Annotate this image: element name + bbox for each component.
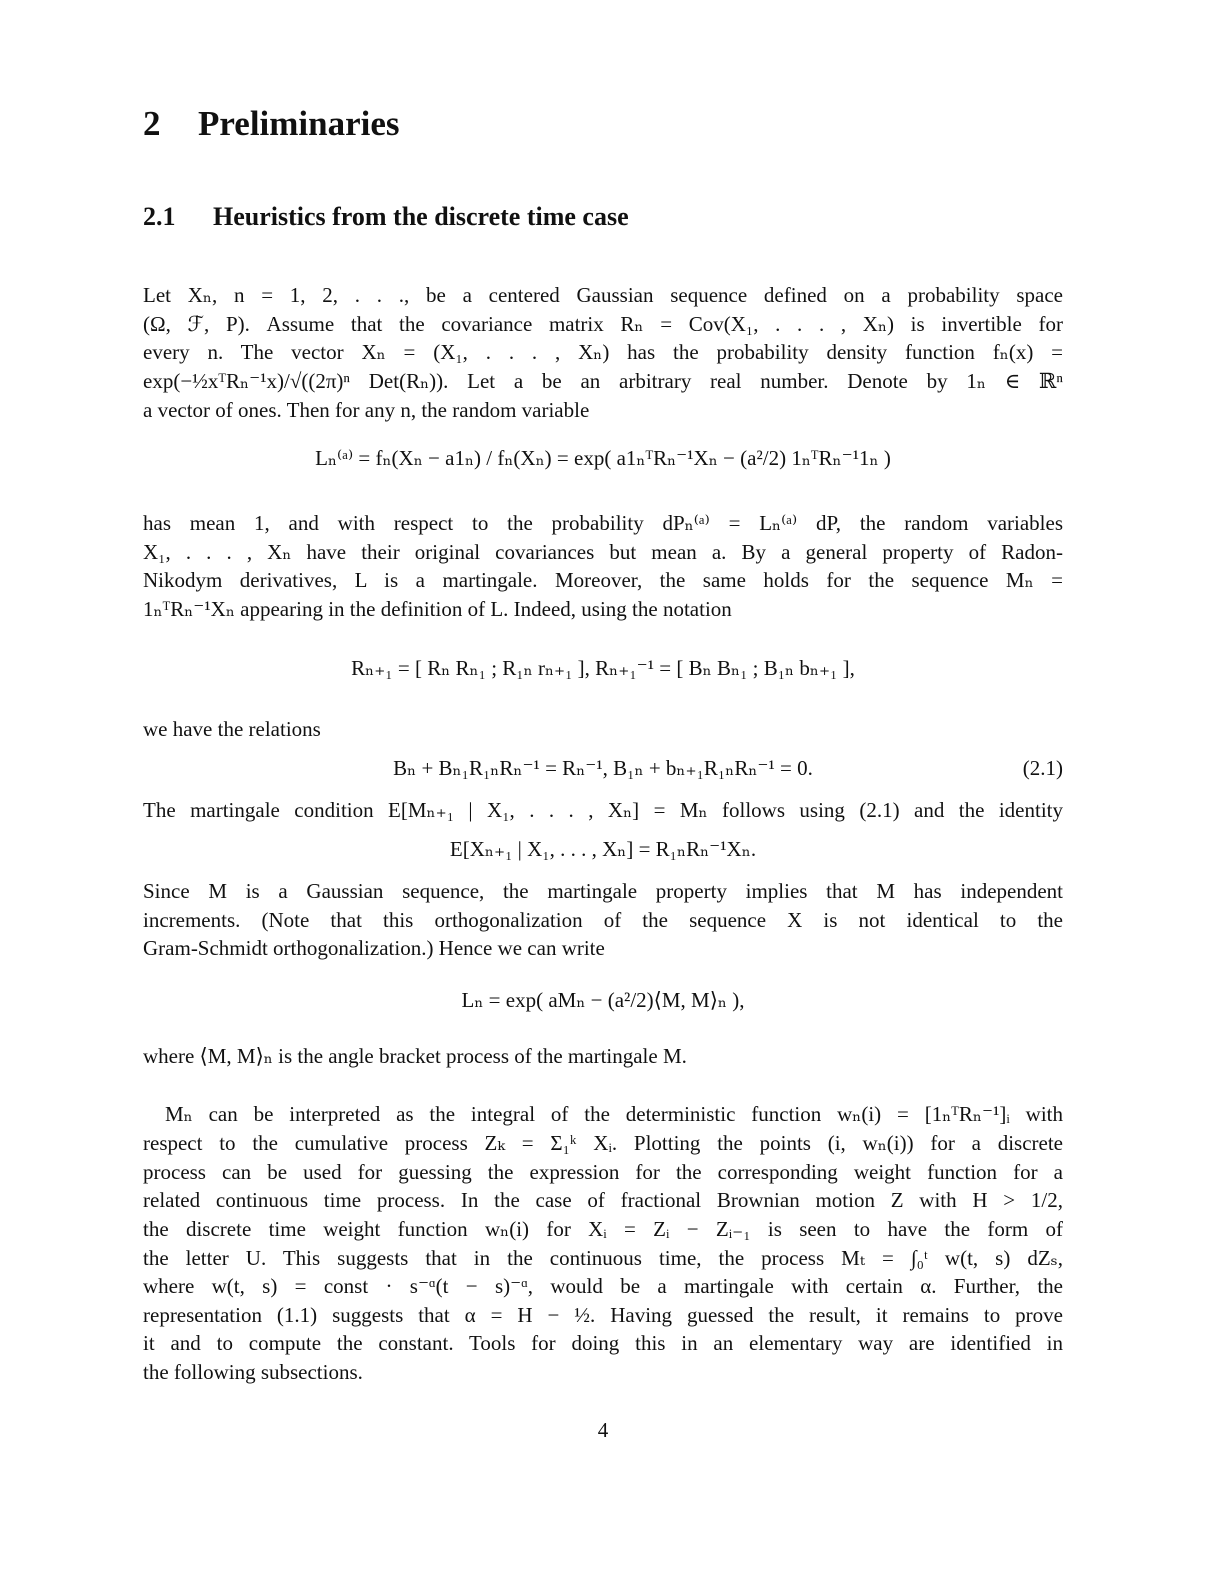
text-line: respect to the cumulative process Zₖ = Σ₁ᵏ Xᵢ. Plotting the points (i, wₙ(i)) for a discrete: [143, 1131, 1063, 1155]
section-number: 2: [143, 104, 161, 143]
equation-label: (2.1): [1022, 756, 1063, 780]
text-line: Mₙ can be interpreted as the integral of the deterministic function wₙ(i) = [1ₙᵀRₙ⁻¹]ᵢ with: [165, 1102, 1063, 1126]
text-line: a vector of ones. Then for any n, the random variable: [143, 398, 590, 422]
equation-likelihood: Lₙ⁽ᵃ⁾ = fₙ(Xₙ − a1ₙ) / fₙ(Xₙ) = exp( a1ₙᵀRₙ⁻¹Xₙ − (a²/2) 1ₙᵀRₙ⁻¹1ₙ ): [315, 446, 891, 470]
equation-matrix: Rₙ₊₁ = [ Rₙ Rₙ₁ ; R₁ₙ rₙ₊₁ ], Rₙ₊₁⁻¹ = [ Bₙ Bₙ₁ ; B₁ₙ bₙ₊₁ ],: [351, 656, 855, 680]
section-title: Preliminaries: [198, 104, 400, 143]
text-line: has mean 1, and with respect to the probability dPₙ⁽ᵃ⁾ = Lₙ⁽ᵃ⁾ dP, the random variables: [143, 511, 1063, 535]
page-number: 4: [597, 1418, 609, 1442]
text-line: Gram-Schmidt orthogonalization.) Hence we can write: [143, 936, 605, 960]
text-line: Nikodym derivatives, L is a martingale. Moreover, the same holds for the sequence Mₙ =: [143, 568, 1063, 592]
text-line: Let Xₙ, n = 1, 2, . . ., be a centered Gaussian sequence defined on a probability space: [143, 283, 1063, 307]
subsection-heading: [143, 202, 629, 232]
text-line: Since M is a Gaussian sequence, the martingale property implies that M has independent: [143, 879, 1063, 903]
text-line: X₁, . . . , Xₙ have their original covariances but mean a. By a general property of Radon-: [143, 540, 1063, 564]
text-line: representation (1.1) suggests that α = H − ½. Having guessed the result, it remains to prove: [143, 1303, 1063, 1327]
section-heading: [143, 104, 400, 144]
text-line: increments. (Note that this orthogonalization of the sequence X is not identical to the: [143, 908, 1063, 932]
text-line: 1ₙᵀRₙ⁻¹Xₙ appearing in the definition of L. Indeed, using the notation: [143, 597, 732, 621]
text-line: process can be used for guessing the expression for the corresponding weight function for a: [143, 1160, 1063, 1184]
equation-2-1: Bₙ + Bₙ₁R₁ₙRₙ⁻¹ = Rₙ⁻¹, B₁ₙ + bₙ₊₁R₁ₙRₙ⁻¹ = 0.: [393, 756, 813, 780]
equation-expectation: E[Xₙ₊₁ | X₁, . . . , Xₙ] = R₁ₙRₙ⁻¹Xₙ.: [449, 837, 757, 861]
text-line: the following subsections.: [143, 1360, 363, 1384]
text-line: (Ω, ℱ, P). Assume that the covariance matrix Rₙ = Cov(X₁, . . . , Xₙ) is invertible for: [143, 312, 1063, 336]
text-line: we have the relations: [143, 717, 321, 741]
text-line: where ⟨M, M⟩ₙ is the angle bracket process of the martingale M.: [143, 1044, 687, 1068]
text-line: The martingale condition E[Mₙ₊₁ | X₁, . . . , Xₙ] = Mₙ follows using (2.1) and the identity: [143, 798, 1063, 822]
text-line: the letter U. This suggests that in the continuous time, the process Mₜ = ∫₀ᵗ w(t, s) dZₛ,: [143, 1246, 1063, 1270]
text-line: the discrete time weight function wₙ(i) for Xᵢ = Zᵢ − Zᵢ₋₁ is seen to have the form of: [143, 1217, 1063, 1241]
equation-Ln: Lₙ = exp( aMₙ − (a²/2)⟨M, M⟩ₙ ),: [461, 988, 745, 1012]
text-line: every n. The vector Xₙ = (X₁, . . . , Xₙ) has the probability density function fₙ(x) =: [143, 340, 1063, 364]
text-line: where w(t, s) = const · s⁻ᵅ(t − s)⁻ᵅ, would be a martingale with certain α. Further, the: [143, 1274, 1063, 1298]
text-line: exp(−½xᵀRₙ⁻¹x)/√((2π)ⁿ Det(Rₙ)). Let a be an arbitrary real number. Denote by 1ₙ ∈ ℝⁿ: [143, 369, 1063, 393]
text-line: it and to compute the constant. Tools for doing this in an elementary way are identified in: [143, 1331, 1063, 1355]
subsection-title: Heuristics from the discrete time case: [213, 202, 629, 231]
text-line: related continuous time process. In the case of fractional Brownian motion Z with H > 1/2,: [143, 1188, 1063, 1212]
subsection-number: 2.1: [143, 202, 176, 231]
